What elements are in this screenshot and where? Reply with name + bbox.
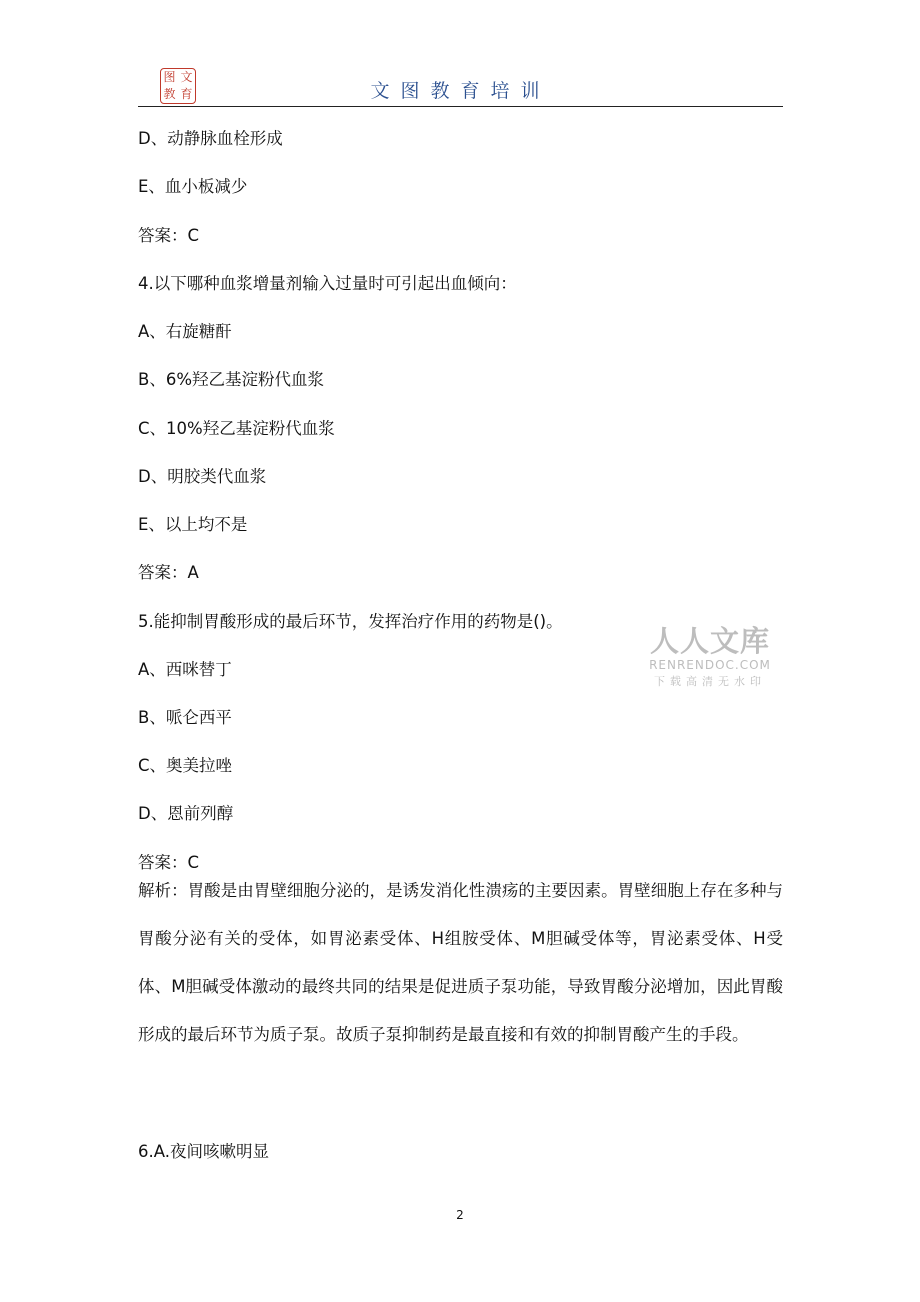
answer-line: 答案：C xyxy=(138,226,200,245)
option-line: D、动静脉血栓形成 xyxy=(138,129,283,148)
option-line: C、奥美拉唑 xyxy=(138,756,233,775)
logo-char: 教 xyxy=(163,87,176,101)
logo-char: 文 xyxy=(180,70,193,84)
logo-char: 图 xyxy=(163,70,176,84)
option-line: A、西咪替丁 xyxy=(138,660,232,679)
option-line: A、右旋糖酐 xyxy=(138,322,232,341)
option-line: E、血小板减少 xyxy=(138,177,248,196)
watermark-subtitle: 下载高清无水印 xyxy=(654,675,766,688)
option-line: D、明胶类代血浆 xyxy=(138,467,267,486)
question-line: 6.A.夜间咳嗽明显 xyxy=(138,1142,269,1161)
option-line: B、哌仑西平 xyxy=(138,708,232,727)
logo-char: 育 xyxy=(180,87,193,101)
watermark-url: RENRENDOC.COM xyxy=(649,658,771,672)
option-line: B、6%羟乙基淀粉代血浆 xyxy=(138,370,324,389)
header-title: 文图教育培训 xyxy=(370,80,551,102)
option-line: D、恩前列醇 xyxy=(138,804,234,823)
option-line: C、10%羟乙基淀粉代血浆 xyxy=(138,419,335,438)
option-line: E、以上均不是 xyxy=(138,515,248,534)
page-header xyxy=(138,62,783,107)
answer-line: 答案：C xyxy=(138,853,200,872)
answer-line: 答案：A xyxy=(138,563,199,582)
watermark-title: 人人文库 xyxy=(649,624,770,658)
explanation-paragraph: 解析：胃酸是由胃壁细胞分泌的，是诱发消化性溃疡的主要因素。胃壁细胞上存在多种与胃酸分泌有关的受体，如胃泌素受体、H组胺受体、M胆碱受体等，胃泌素受体、H受体、M胆碱受体激动的最终共同的结果是促进质子泵功能，导致胃酸分泌增加，因此胃酸形成的最后环节为质子泵。故质子泵抑制药是最直接和有效的抑制胃酸产生的手段。 xyxy=(138,881,783,1044)
watermark xyxy=(646,619,774,689)
question-line: 5.能抑制胃酸形成的最后环节，发挥治疗作用的药物是()。 xyxy=(138,612,563,631)
page-number: 2 xyxy=(456,1208,464,1222)
question-line: 4.以下哪种血浆增量剂输入过量时可引起出血倾向： xyxy=(138,274,517,293)
